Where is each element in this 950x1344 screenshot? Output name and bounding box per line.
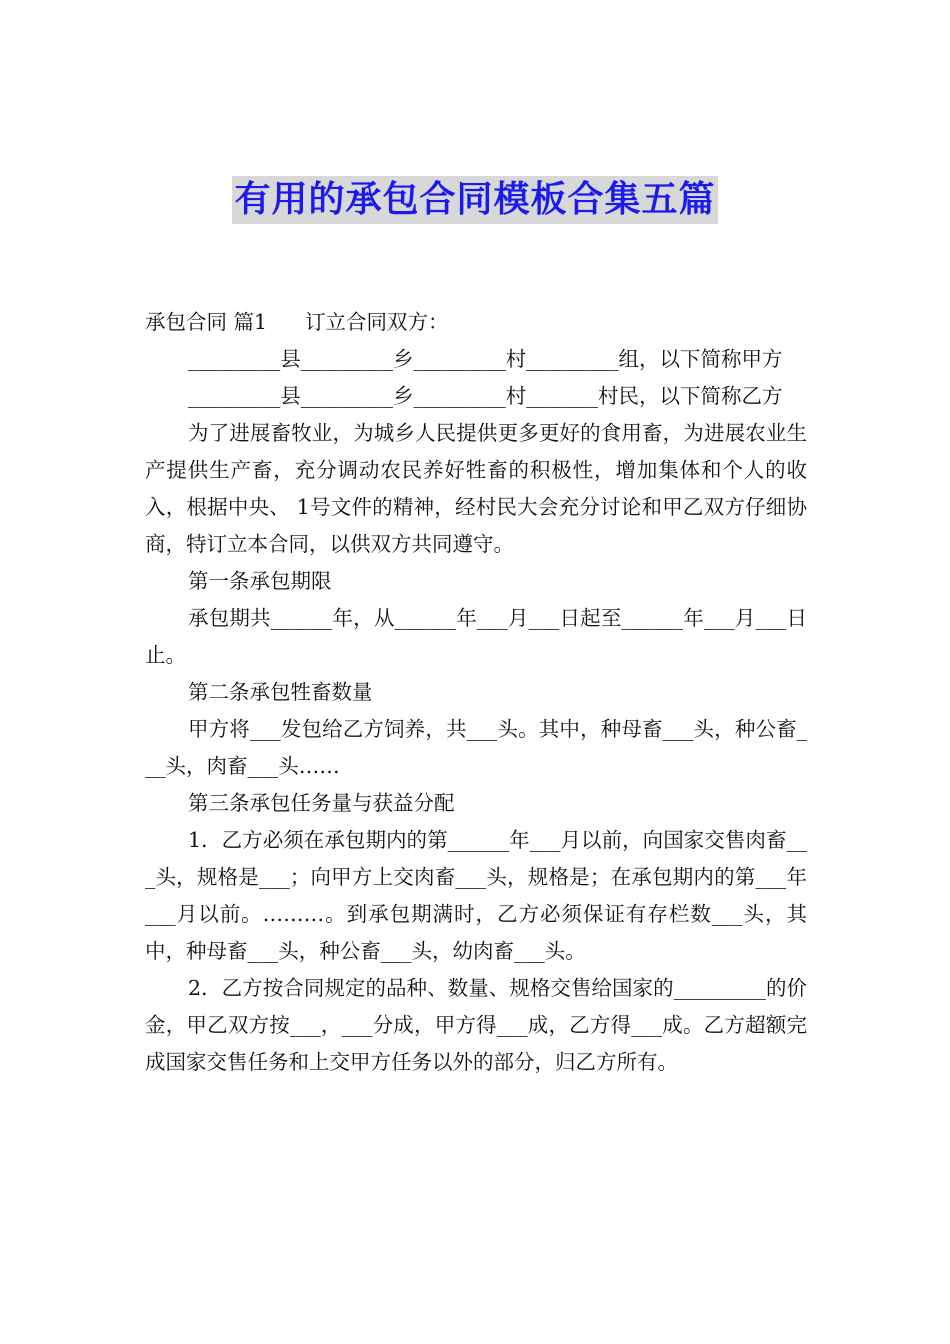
article-3-clause-1: 1．乙方必须在承包期内的第______年___月以前，向国家交售肉畜___头，规格是___；向甲方上交肉畜___头，规格是；在承包期内的第___年___月以前。………。到承包期满时，乙方必须保证有存栏数___头，其中，种母畜___头，种公畜___头，幼肉畜___头。 [145,828,807,963]
document-body [145,304,807,1081]
preamble-paragraph: 为了进展畜牧业，为城乡人民提供更多更好的食用畜，为进展农业生产提供生产畜，充分调动农民养好牲畜的积极性，增加集体和个人的收入，根据中央、 1号文件的精神，经村民大会充分讨论和甲乙双方仔细协商，特订立本合同，以供双方共同遵守。 [145,421,807,556]
party-a-paragraph: _________县_________乡_________村_________组，以下简称甲方 [188,347,783,371]
article-3-heading: 第三条承包任务量与获益分配 [188,791,455,815]
article-2-paragraph: 甲方将___发包给乙方饲养，共___头。其中，种母畜___头，种公畜___头，肉畜___头…… [145,717,807,778]
contract-number: 承包合同 篇1 [145,310,268,334]
parties-label: 订立合同双方： [305,310,449,334]
article-1-paragraph: 承包期共______年，从______年___月___日起至______年___月___日止。 [145,606,807,667]
article-3-clause-2: 2．乙方按合同规定的品种、数量、规格交售给国家的_________的价金，甲乙双方按___，___分成，甲方得___成，乙方得___成。乙方超额完成国家交售任务和上交甲方任务以外的部分，归乙方所有。 [145,976,807,1074]
title-container [0,176,950,224]
article-2-heading: 第二条承包牲畜数量 [188,680,373,704]
document-title: 有用的承包合同模板合集五篇 [232,176,717,224]
contract-heading-line [145,304,807,341]
party-b-paragraph: _________县_________乡_________村_______村民，以下简称乙方 [188,384,783,408]
article-1-heading: 第一条承包期限 [188,569,332,593]
